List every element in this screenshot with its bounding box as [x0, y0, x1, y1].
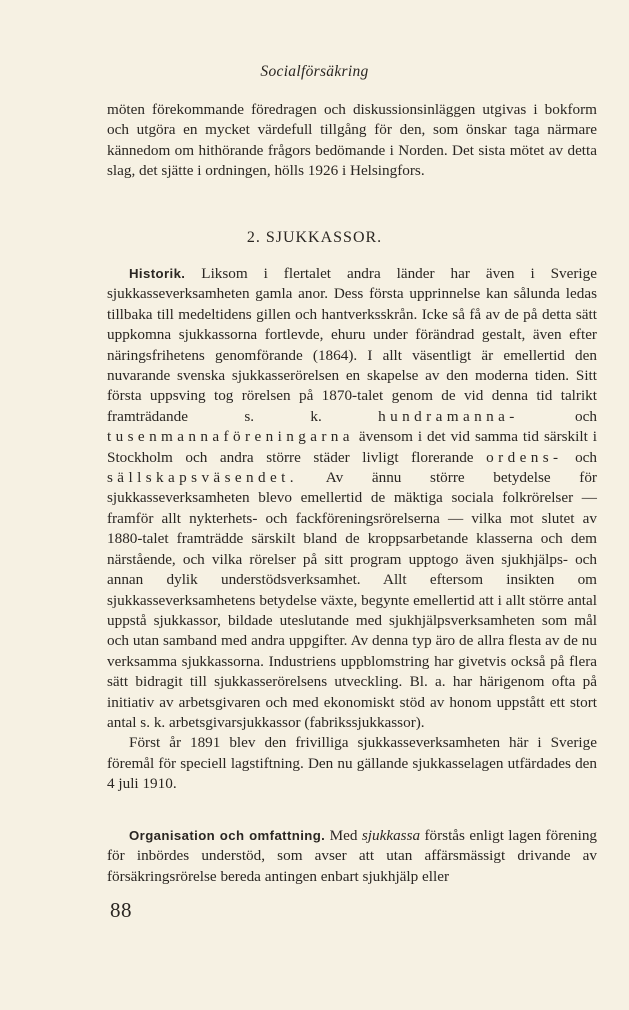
organisation-italic-term: sjukkassa [361, 827, 421, 844]
historik-second-paragraph: Först år 1891 blev den frivilliga sjukkasseverksamheten här i Sverige föremål för speciell lagstiftning. Den nu gällande sjukkasselagen utfärdades den 4 juli 1910. [107, 734, 597, 793]
page-number: 88 [110, 898, 132, 922]
running-head: Socialförsäkring [260, 63, 369, 80]
section-title: SJUKKASSOR. [265, 229, 383, 246]
organisation-text-1: Med [325, 827, 362, 844]
historik-paragraph [107, 264, 597, 733]
organisation-lead: Organisation och omfattning. [129, 828, 326, 843]
historik-text-1: Liksom i flertalet andra länder har även i Sverige sjukkasseverksamheten gamla anor. Dess första upprinnelse kan sålunda ledas tillbaka till medeltidens gillen och hantverksskrån. Icke så få av de på detta sätt uppkomna sjukkassorna fortlevde, ehuru under förändrad gestalt, även efter näringsfrihetens genomförande (1864). I allt väsentligt är emellertid den nuvarande svenska sjukkasserörelsen en skapelse av den moderna tiden. Sitt första uppsving tog rörelsen på 1870-talet genom de vid denna tid talrikt framträdande s. k. [107, 265, 597, 425]
section-heading [0, 229, 629, 247]
historik-text-4: och [562, 448, 598, 466]
historik-lead: Historik. [129, 266, 186, 281]
organisation-paragraph [107, 826, 597, 887]
intro-paragraph: möten förekommande föredragen och diskussionsinläggen utgivas i bokform och utgöra en mycket värdefull tillgång för den, som önskar taga närmare kännedom om hithörande frågors bedömande i Norden. Det sista mötet av detta slag, det sjätte i ordningen, hölls 1926 i Helsingfors. [107, 101, 597, 180]
historik-spaced-3: ordens- [486, 448, 563, 466]
historik-block [107, 264, 597, 795]
organisation-block [107, 826, 597, 887]
historik-text-3: ävensom i det vid samma tid särskilt i Stockholm och andra större städer livligt florerande [107, 428, 597, 466]
intro-paragraph-block [107, 100, 597, 182]
organisation-text-2: förstås enligt lagen förening för inbördes understöd, som avser att utan affärsmässigt drivande av försäkringsrörelse bereda antingen enbart sjukhjälp eller [107, 827, 598, 885]
section-number: 2. [246, 229, 261, 246]
historik-text-2: och [518, 407, 597, 425]
historik-spaced-2: tusenmannaföreningarna [107, 428, 354, 446]
historik-spaced-1: hundramanna- [378, 407, 519, 425]
historik-spaced-4: sällskapsväsendet. [107, 469, 298, 487]
historik-text-5: Av ännu större betydelse för sjukkasseverksamheten blevo emellertid de mäktiga sociala folkrörelser — framför allt nykterhets- och fackföreningsrörelserna — vilka mot slutet av 1880-talet framträdde särskilt bland de kroppsarbetande klasserna och dem närstående, och vilka rörelser på sitt program upptogo även sjukhjälps- och annan dylik understödsverksamhet. Allt eftersom insikten om sjukkasseverksamhetens betydelse växte, begynte emellertid att i allt större antal uppstå sjukkassor, bildade uteslutande med sjukhjälpsverksamheten som mål och utan samband med andra uppgifter. Av denna typ äro de allra flesta av de nu verksamma sjukkassorna. Industriens uppblomstring har givetvis också på flera sätt bidragit till sjukkasserörelsens utveckling. Bl. a. har härigenom ofta på initiativ av arbetsgivaren och med ekonomiskt stöd av honom uppstått ett stort antal s. k. arbetsgivarsjukkassor (fabrikssjukkassor). [107, 469, 597, 731]
